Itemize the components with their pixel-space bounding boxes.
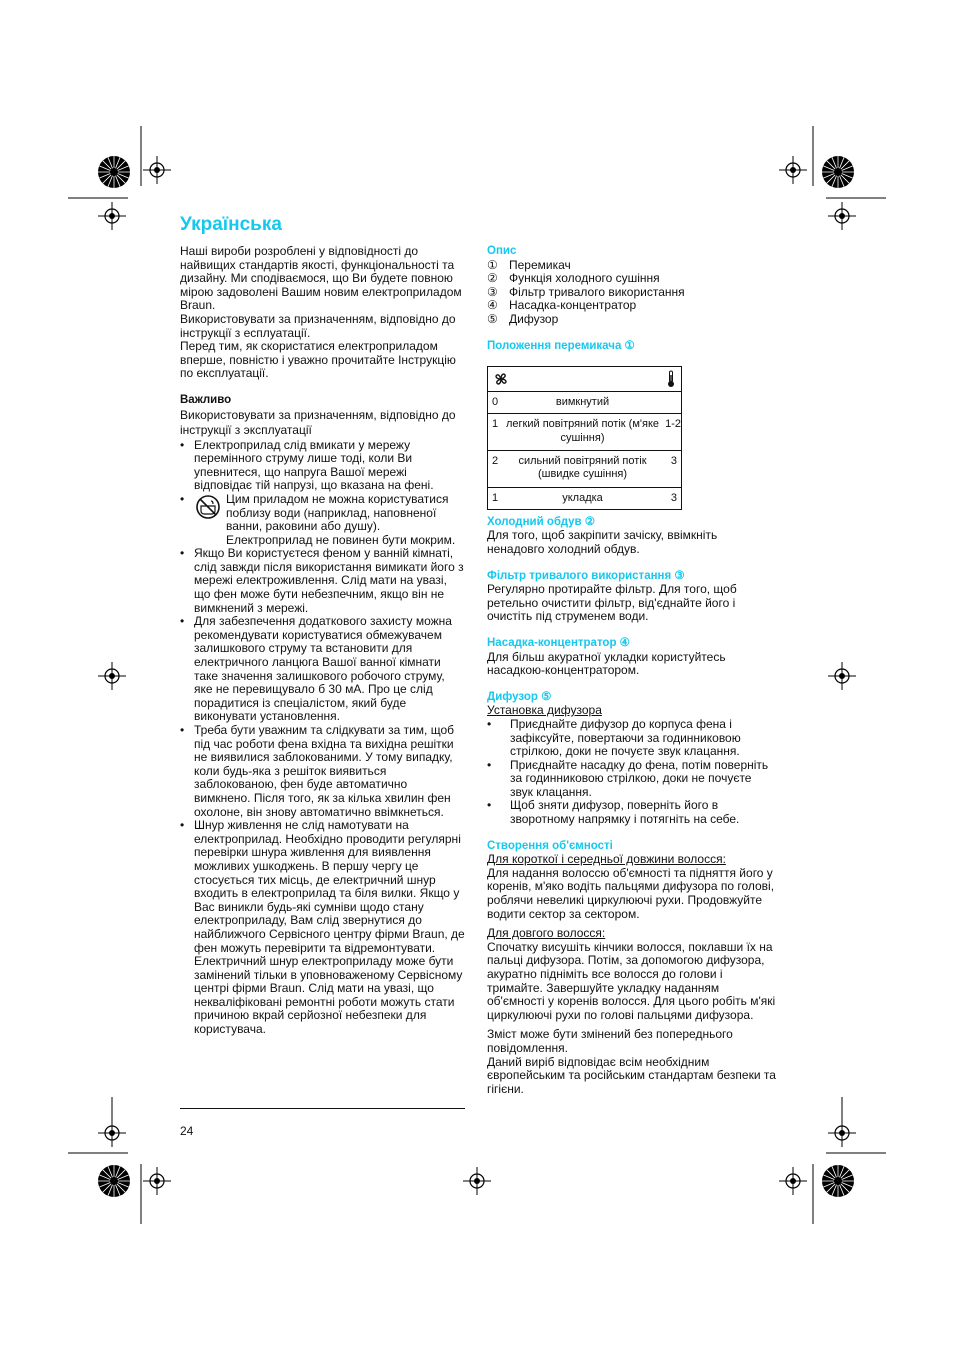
cold-shot-heading: Холодний обдув ② (487, 515, 596, 528)
right-column (487, 245, 777, 1096)
list-item: ⑤ Дифузор (487, 311, 559, 326)
notice-text: Зміст може бути змінений без попереднього повідомлення. (487, 1027, 733, 1055)
footer-rule (180, 1108, 465, 1109)
intro-paragraph: Перед тим, як скористатися електроприладом вперше, повністю і уважно прочитайте Інструкцію по експлуатації. (180, 339, 456, 381)
diffuser-subheading: Установка дифузора (487, 703, 602, 718)
important-heading: Важливо (180, 393, 232, 406)
list-item: • Щоб зняти дифузор, поверніть його в зворотному напрямку і потягніть на себе. (487, 799, 777, 826)
switch-heading: Положення перемикача ① (487, 339, 635, 352)
diffuser-list (487, 718, 777, 827)
table-row: 0 вимкнутий (488, 392, 682, 414)
list-item: • Приєднайте дифузор до корпуса фена і зафіксуйте, повертаючи за годинниковою стрілкою, доки не почуєте звук клацання. (487, 718, 777, 759)
nozzle-heading: Насадка-концентратор ④ (487, 636, 630, 649)
intro-paragraph: Наші вироби розроблені у відповідності до найвищих стандартів якості, функціональності та дизайну. Ми сподіваємося, що Ви будете повною мірою задоволені Вашим новим електроприладом Braun. (180, 244, 462, 313)
list-item: • Якщо Ви користуєтеся феном у ванній кімнаті, слід завжди після використання вимикати його з мережі електроживлення. Слід мати на увазі, що фен може бути небезпечним, якщо він не вимкнений з мережі. (180, 547, 465, 615)
list-item: • Треба бути уважним та слідкувати за тим, щоб під час роботи фена вхідна та вихідна решітки не виявилися заблокованими. У тому випадку, коли будь-яка з решіток виявиться заблокованою, фен буде автоматично вимкнено. Після того, як за кілька хвилин фен охолоне, він знову автоматично ввімкнеться. (180, 724, 465, 819)
table-row: 2 сильний повітряний потік (швидке сушіння) 3 (488, 450, 682, 487)
list-item: ③ Фільтр тривалого використання (487, 284, 685, 299)
left-column (180, 245, 465, 1037)
table-row: 1 укладка 3 (488, 487, 682, 509)
cold-shot-text: Для того, щоб закріпити зачіску, ввімкніть ненадовго холодний обдув. (487, 528, 718, 556)
intro-paragraph: Використовувати за призначенням, відповідно до інструкції з есплуатації. (180, 311, 456, 340)
filter-text: Регулярно протирайте фільтр. Для того, щоб ретельно очистити фільтр, від'єднайте його і очистіть під струменем води. (487, 582, 737, 624)
diffuser-heading: Дифузор ⑤ (487, 690, 552, 703)
table-row: 1 легкий повітряний потік (м'яке сушіння) 1-2 (488, 414, 682, 451)
table-header-row (488, 367, 682, 392)
page-title: Українська (180, 214, 282, 235)
list-item: • Шнур живлення не слід намотувати на електроприлад. Необхідно проводити регулярні перевірки шнура живлення для виявлення можливих ушкоджень. В першу чергу це стосується тих місць, де електричний шнур входить в електроприлад та біля вилки. Якщо у Вас виникли будь-які сумніви щодо стану електроприладу, Вам слід звернутися до найближчого Сервісного центру фірми Braun, де фен можуть перевірити та відремонтувати. Електричний шнур електроприладу може бути замінений тільки в уповноваженому Сервісному центрі фірми Braun. Слід мати на увазі, що некваліфіковані ремонтні роботи можуть стати причиною вкрай серйозної небезпеки для користувача. (180, 819, 465, 1037)
list-item: • Для забезпечення додаткового захисту можна рекомендувати користуватися обмежувачем залишкового струму та встановити для електричного ланцюга Вашої ванної кімнати таке значення залишкового робочого струму, яке не перевищувало б 30 мА. Про це слід порадитися із спеціалістом, який буде виконувати установлення. (180, 615, 465, 724)
no-water-icon (194, 493, 226, 547)
short-hair-text: Для надання волоссю об'ємності та підняття його у коренів, м'яко водіть пальцями дифузора по голові, роблячи невеликі циркулюючі рухи. Продовжуйте водити сектор за сектором. (487, 865, 775, 921)
list-item: • Приєднайте насадку до фена, потім поверніть за годинниковою стрілкою, доки не почуєте звук клацання. (487, 759, 777, 800)
list-item: • Електроприлад слід вмикати у мережу перемінного струму лише тоді, коли Ви упевнитеся, що напруга Вашої мережі відповідає тій напрузі, що вказана на фені. (180, 439, 465, 493)
list-item: ② Функція холодного сушіння (487, 271, 660, 286)
long-hair-label: Для довгого волосся: (487, 926, 606, 941)
switch-positions-table (487, 366, 682, 510)
description-heading: Опис (487, 245, 517, 257)
volume-heading: Створення об'ємності (487, 839, 613, 852)
filter-heading: Фільтр тривалого використання ③ (487, 569, 685, 582)
notice-text: Даний виріб відповідає всім необхідним європейським та російським стандартам безпеки та гігієни. (487, 1054, 776, 1096)
nozzle-text: Для більш акуратної укладки користуйтесь насадкою-концентратором. (487, 649, 726, 678)
long-hair-text: Спочатку висушіть кінчики волосся, поклавши їх на пальці дифузора. Потім, за допомогою дифузора, акуратно підніміть все волосся до голови і тримайте. Завершуйте укладку наданням об'ємності у коренів волосся. Для цього робіть м'які циркулюючі рухи по голові пальцями дифузора. (487, 939, 776, 1022)
list-item: ④ Насадка-концентратор (487, 298, 637, 313)
list-item: ① Перемикач (487, 257, 571, 272)
short-hair-label: Для короткої і середньої довжини волосся: (487, 852, 726, 867)
page-number: 24 (180, 1124, 194, 1138)
list-item: • Цим приладом не можна користуватися поблизу води (наприклад, наповненої ванни, раковини або душу). Електроприлад не повинен бути мокрим. (180, 493, 465, 547)
safety-list (180, 439, 465, 1037)
important-text: Використовувати за призначенням, відповідно до інструкції з эксплуатації (180, 407, 456, 438)
fan-icon (493, 371, 509, 391)
thermometer-icon (666, 370, 676, 392)
parts-list (487, 259, 777, 327)
